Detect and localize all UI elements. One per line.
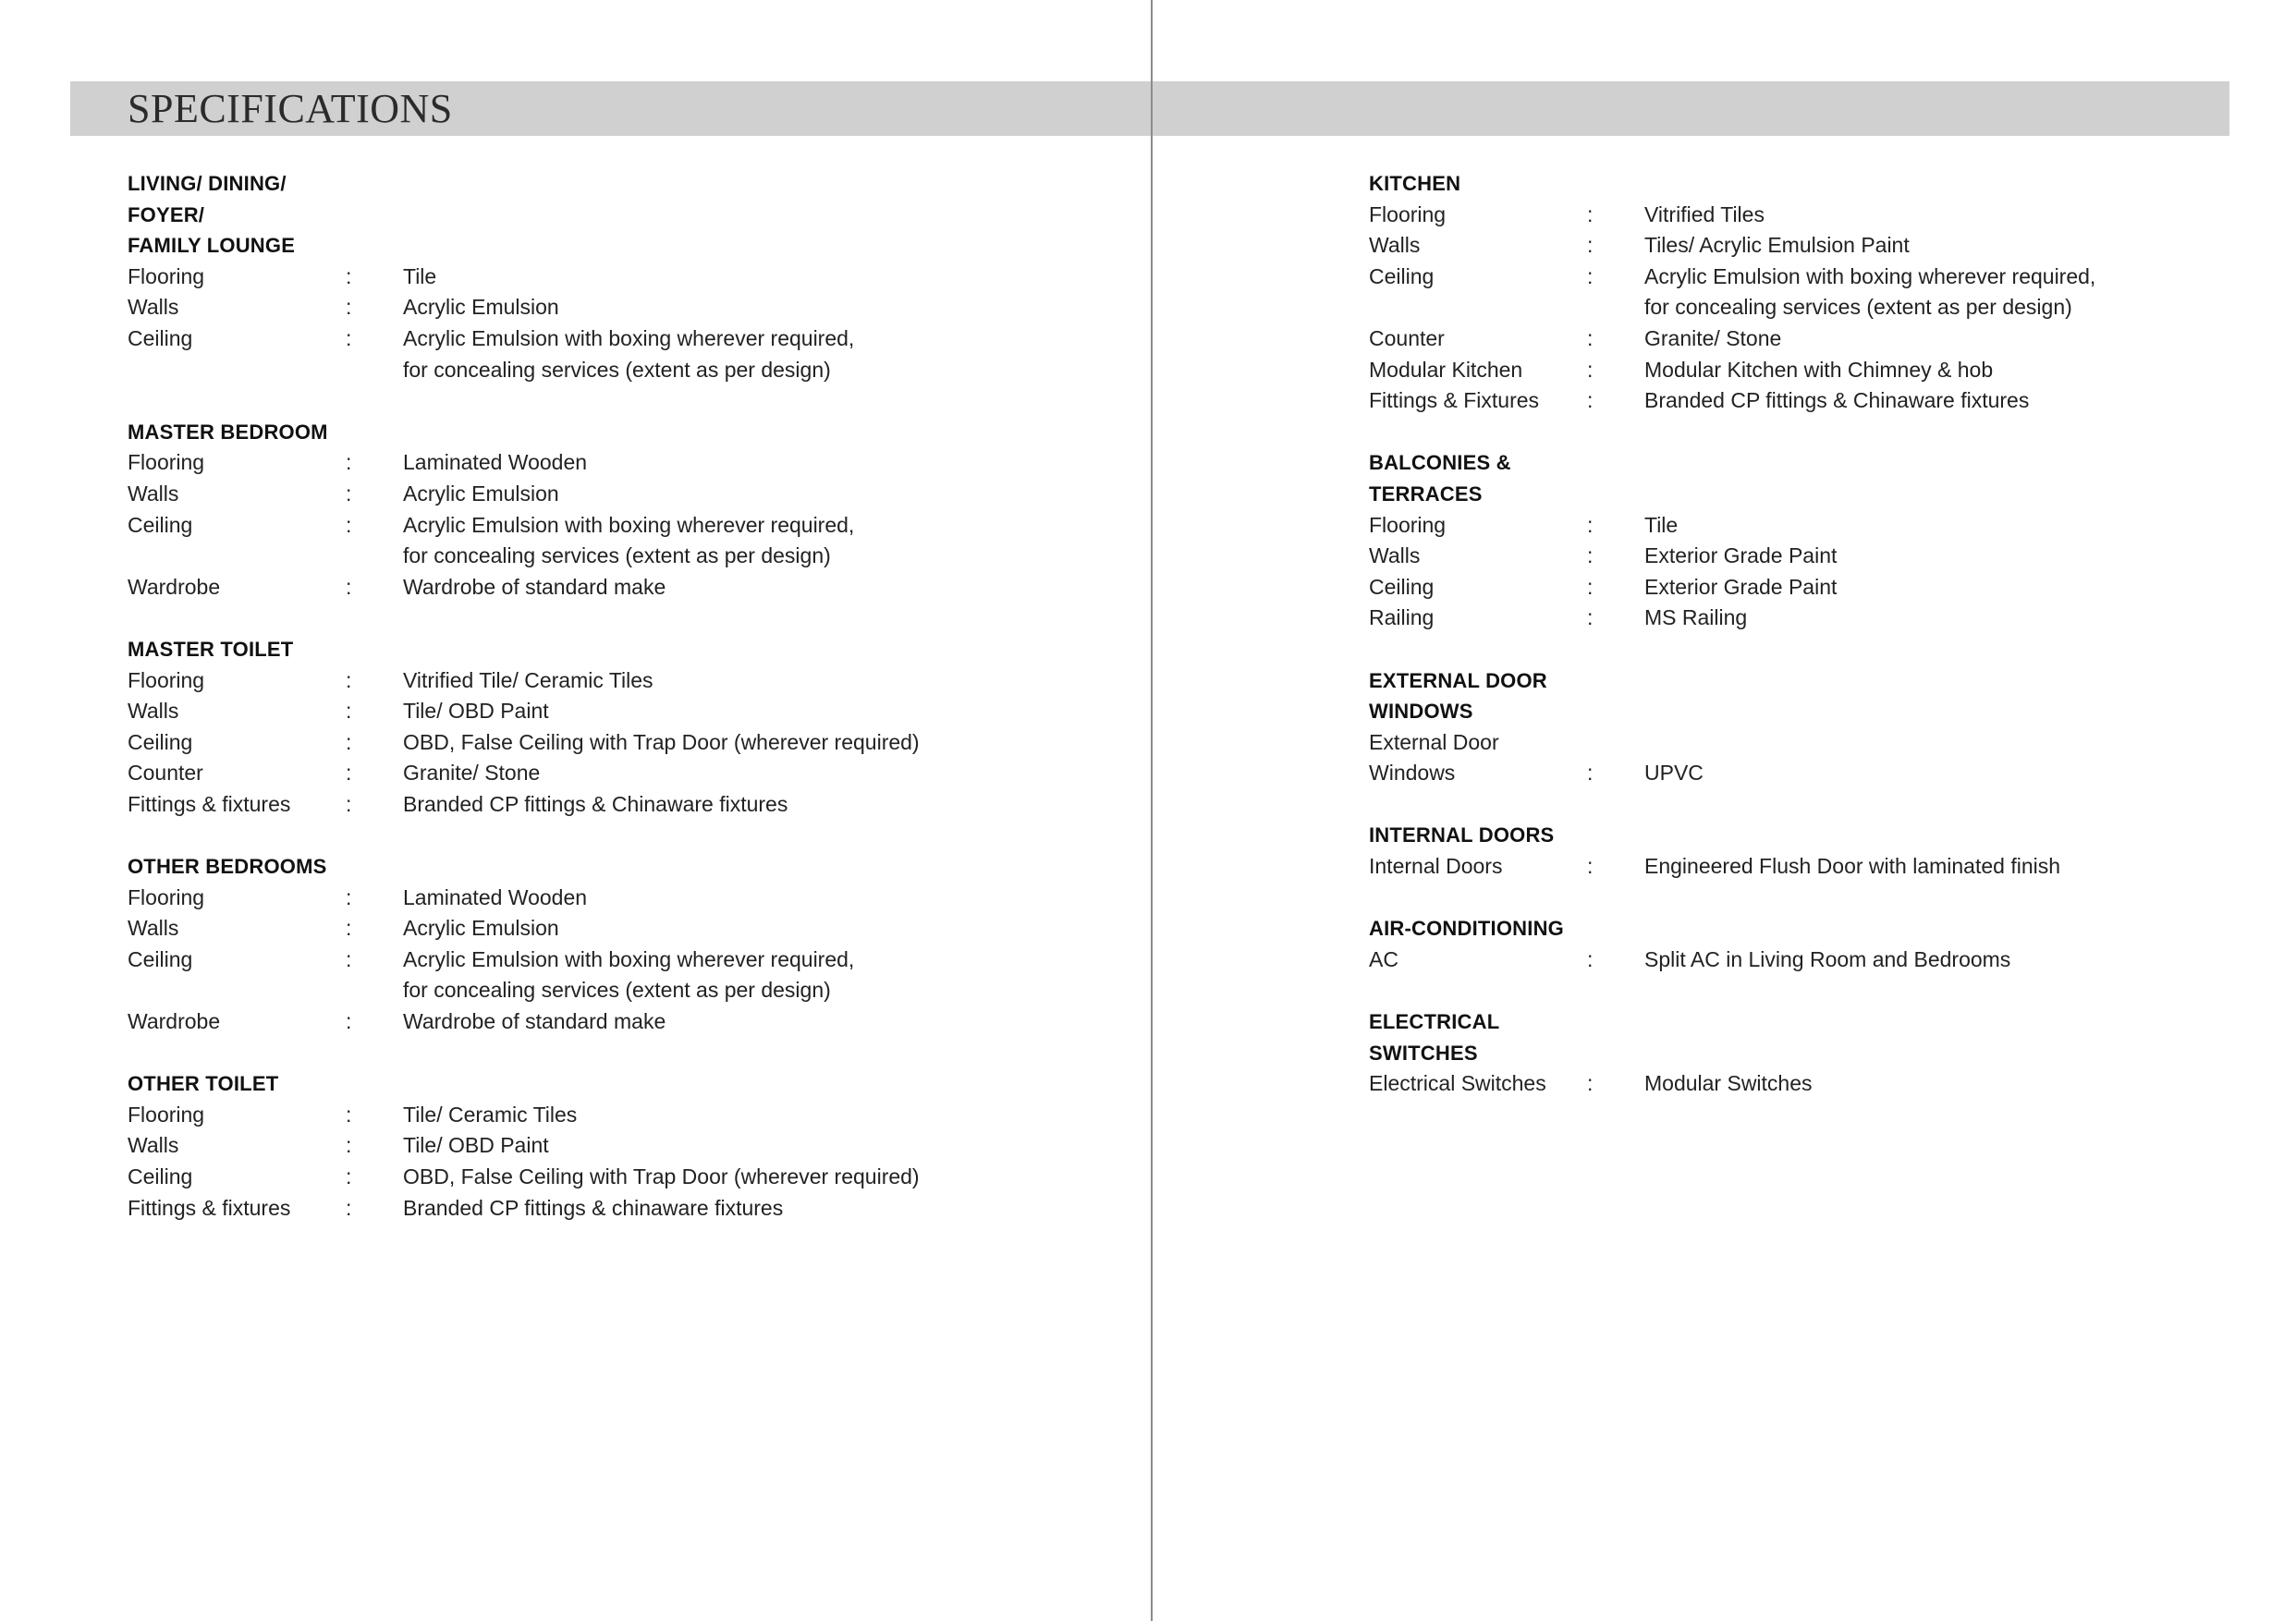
spec-separator: : bbox=[346, 729, 352, 754]
right-column bbox=[1369, 168, 2201, 1130]
spec-value: Exterior Grade Paint bbox=[1644, 543, 1838, 568]
spec-value: Branded CP fittings & chinaware fixtures bbox=[403, 1195, 784, 1220]
spec-section bbox=[1369, 665, 2201, 789]
spec-label: Fittings & fixtures bbox=[128, 791, 291, 816]
spec-section bbox=[1369, 820, 2201, 882]
spec-row bbox=[128, 510, 1098, 572]
spec-separator: : bbox=[346, 699, 352, 724]
spec-value: Granite/ Stone bbox=[403, 761, 541, 786]
spec-separator: : bbox=[346, 295, 352, 320]
spec-section bbox=[1369, 447, 2201, 634]
spec-value: Tiles/ Acrylic Emulsion Paint bbox=[1644, 233, 1910, 258]
spec-value: Engineered Flush Door with laminated finish bbox=[1644, 854, 2061, 879]
spec-label: Ceiling bbox=[1369, 263, 1435, 288]
spec-separator: : bbox=[346, 1102, 352, 1127]
spec-value: Acrylic Emulsion with boxing wherever required, for concealing services (extent as per design) bbox=[403, 512, 855, 568]
spec-label: Ceiling bbox=[128, 512, 193, 537]
spec-row bbox=[128, 323, 1098, 385]
spec-value: Acrylic Emulsion with boxing wherever required, for concealing services (extent as per design) bbox=[403, 946, 855, 1003]
spec-label: Walls bbox=[1369, 233, 1421, 258]
section-heading: INTERNAL DOORS bbox=[1369, 823, 1555, 847]
spec-row bbox=[128, 883, 1098, 914]
spec-section bbox=[128, 851, 1098, 1038]
spec-label: Flooring bbox=[128, 1102, 205, 1127]
section-heading: KITCHEN bbox=[1369, 172, 1461, 195]
spec-separator: : bbox=[1587, 946, 1594, 971]
spec-separator: : bbox=[1587, 357, 1594, 382]
spec-separator: : bbox=[1587, 325, 1594, 350]
spec-value bbox=[1644, 727, 2201, 759]
spec-label: Ceiling bbox=[128, 325, 193, 350]
spec-row bbox=[128, 665, 1098, 697]
spec-label: Walls bbox=[128, 916, 179, 941]
spec-separator: : bbox=[1587, 605, 1594, 630]
spec-label: External Door bbox=[1369, 729, 1499, 754]
spec-separator: : bbox=[346, 667, 352, 692]
spec-separator: : bbox=[1587, 233, 1594, 258]
spec-value: Laminated Wooden bbox=[403, 450, 588, 475]
spec-row bbox=[128, 572, 1098, 603]
spec-separator: : bbox=[1587, 388, 1594, 413]
spec-row bbox=[1369, 541, 2201, 572]
spec-row bbox=[1369, 230, 2201, 262]
spec-value: Tile/ OBD Paint bbox=[403, 1133, 549, 1158]
spec-label: Windows bbox=[1369, 761, 1456, 786]
spec-row bbox=[128, 1006, 1098, 1038]
spec-row bbox=[128, 913, 1098, 945]
spec-value: Tile/ Ceramic Tiles bbox=[403, 1102, 578, 1127]
spec-separator: : bbox=[346, 946, 352, 971]
spec-value: UPVC bbox=[1644, 761, 1704, 786]
spec-row bbox=[1369, 510, 2201, 542]
spec-row bbox=[128, 945, 1098, 1006]
spec-label: Fittings & fixtures bbox=[128, 1195, 291, 1220]
spec-separator: : bbox=[346, 884, 352, 909]
section-heading: MASTER TOILET bbox=[128, 637, 294, 661]
spec-label: Internal Doors bbox=[1369, 854, 1503, 879]
spec-label: Modular Kitchen bbox=[1369, 357, 1523, 382]
spec-separator: : bbox=[346, 1133, 352, 1158]
spec-row bbox=[128, 447, 1098, 479]
spec-value: MS Railing bbox=[1644, 605, 1748, 630]
spec-separator: : bbox=[346, 1009, 352, 1034]
spec-row bbox=[1369, 945, 2201, 976]
spec-separator: : bbox=[1587, 761, 1594, 786]
spec-row bbox=[1369, 727, 2201, 759]
spec-value: OBD, False Ceiling with Trap Door (wherever required) bbox=[403, 1164, 920, 1188]
spec-label: Wardrobe bbox=[128, 574, 221, 599]
spec-separator: : bbox=[346, 263, 352, 288]
spec-separator: : bbox=[346, 916, 352, 941]
spec-value: Modular Switches bbox=[1644, 1071, 1813, 1096]
spec-row bbox=[1369, 758, 2201, 789]
page-title: SPECIFICATIONS bbox=[128, 86, 453, 131]
spec-separator: : bbox=[1587, 512, 1594, 537]
spec-value: Wardrobe of standard make bbox=[403, 574, 666, 599]
spec-label: Flooring bbox=[128, 667, 205, 692]
spec-label: Counter bbox=[128, 761, 203, 786]
spec-section bbox=[1369, 1006, 2201, 1100]
spec-section bbox=[1369, 168, 2201, 417]
spec-value: Acrylic Emulsion with boxing wherever required, for concealing services (extent as per design) bbox=[1644, 263, 2096, 320]
spec-row bbox=[128, 727, 1098, 759]
spec-value: Branded CP fittings & Chinaware fixtures bbox=[1644, 388, 2030, 413]
spec-row bbox=[128, 758, 1098, 789]
spec-separator: : bbox=[346, 481, 352, 506]
spec-label: Walls bbox=[128, 1133, 179, 1158]
spec-value: Exterior Grade Paint bbox=[1644, 574, 1838, 599]
section-heading: BALCONIES & TERRACES bbox=[1369, 451, 1511, 506]
spec-row bbox=[128, 1162, 1098, 1193]
spec-separator: : bbox=[346, 574, 352, 599]
spec-separator bbox=[1587, 727, 1644, 759]
spec-row bbox=[1369, 385, 2201, 417]
spec-label: Flooring bbox=[128, 884, 205, 909]
spec-value: Laminated Wooden bbox=[403, 884, 588, 909]
spec-separator: : bbox=[346, 450, 352, 475]
spec-row bbox=[1369, 200, 2201, 231]
spec-row bbox=[128, 1130, 1098, 1162]
spec-label: Electrical Switches bbox=[1369, 1071, 1546, 1096]
spec-separator: : bbox=[1587, 201, 1594, 226]
spec-value: Tile bbox=[1644, 512, 1679, 537]
section-heading: LIVING/ DINING/ FOYER/ FAMILY LOUNGE bbox=[128, 172, 296, 258]
spec-label: Counter bbox=[1369, 325, 1445, 350]
spec-label: Walls bbox=[128, 295, 179, 320]
spec-section bbox=[128, 417, 1098, 603]
spec-value: Vitrified Tile/ Ceramic Tiles bbox=[403, 667, 653, 692]
section-heading: EXTERNAL DOOR WINDOWS bbox=[1369, 668, 1547, 724]
page-divider bbox=[1151, 0, 1153, 1621]
section-heading: ELECTRICAL SWITCHES bbox=[1369, 1010, 1500, 1065]
spec-label: Walls bbox=[128, 481, 179, 506]
spec-row bbox=[1369, 603, 2201, 634]
spec-row bbox=[1369, 355, 2201, 386]
spec-row bbox=[1369, 572, 2201, 603]
left-column bbox=[128, 168, 1098, 1255]
spec-separator: : bbox=[346, 791, 352, 816]
spec-label: Ceiling bbox=[1369, 574, 1435, 599]
spec-label: Wardrobe bbox=[128, 1009, 221, 1034]
spec-separator: : bbox=[346, 1164, 352, 1188]
spec-label: Fittings & Fixtures bbox=[1369, 388, 1540, 413]
spec-value: OBD, False Ceiling with Trap Door (wherever required) bbox=[403, 729, 920, 754]
spec-row bbox=[1369, 262, 2201, 323]
spec-separator: : bbox=[346, 761, 352, 786]
spec-value: Split AC in Living Room and Bedrooms bbox=[1644, 946, 2011, 971]
spec-row bbox=[1369, 1068, 2201, 1100]
spec-label: Walls bbox=[1369, 543, 1421, 568]
spec-label: Flooring bbox=[128, 263, 205, 288]
spec-row bbox=[128, 479, 1098, 510]
spec-separator: : bbox=[1587, 1071, 1594, 1096]
spec-value: Wardrobe of standard make bbox=[403, 1009, 666, 1034]
section-heading: OTHER TOILET bbox=[128, 1072, 279, 1096]
spec-label: Flooring bbox=[1369, 201, 1447, 226]
spec-value: Acrylic Emulsion with boxing wherever required, for concealing services (extent as per design) bbox=[403, 325, 855, 382]
spec-label: Flooring bbox=[128, 450, 205, 475]
spec-row bbox=[1369, 851, 2201, 883]
spec-value: Tile/ OBD Paint bbox=[403, 699, 549, 724]
section-heading: AIR-CONDITIONING bbox=[1369, 917, 1564, 941]
spec-separator: : bbox=[346, 512, 352, 537]
spec-label: Ceiling bbox=[128, 946, 193, 971]
spec-row bbox=[1369, 323, 2201, 355]
spec-section bbox=[1369, 913, 2201, 975]
spec-row bbox=[128, 789, 1098, 821]
spec-section bbox=[128, 1068, 1098, 1224]
spec-label: Railing bbox=[1369, 605, 1435, 630]
spec-value: Granite/ Stone bbox=[1644, 325, 1782, 350]
spec-label: Ceiling bbox=[128, 1164, 193, 1188]
spec-row bbox=[128, 292, 1098, 323]
spec-row bbox=[128, 696, 1098, 727]
spec-value: Modular Kitchen with Chimney & hob bbox=[1644, 357, 1994, 382]
spec-separator: : bbox=[1587, 543, 1594, 568]
spec-separator: : bbox=[1587, 574, 1594, 599]
spec-label: Flooring bbox=[1369, 512, 1447, 537]
spec-label: Ceiling bbox=[128, 729, 193, 754]
spec-separator: : bbox=[1587, 854, 1594, 879]
spec-row bbox=[128, 1100, 1098, 1131]
spec-section bbox=[128, 634, 1098, 821]
section-heading: MASTER BEDROOM bbox=[128, 420, 328, 444]
spec-row bbox=[128, 1193, 1098, 1225]
section-heading: OTHER BEDROOMS bbox=[128, 855, 327, 879]
spec-value: Branded CP fittings & Chinaware fixtures bbox=[403, 791, 788, 816]
spec-value: Vitrified Tiles bbox=[1644, 201, 1765, 226]
spec-value: Acrylic Emulsion bbox=[403, 481, 559, 506]
spec-separator: : bbox=[346, 325, 352, 350]
spec-row bbox=[128, 262, 1098, 293]
spec-value: Acrylic Emulsion bbox=[403, 916, 559, 941]
spec-separator: : bbox=[1587, 263, 1594, 288]
spec-section bbox=[128, 168, 1098, 385]
spec-label: AC bbox=[1369, 946, 1398, 971]
spec-separator: : bbox=[346, 1195, 352, 1220]
spec-label: Walls bbox=[128, 699, 179, 724]
spec-value: Tile bbox=[403, 263, 437, 288]
spec-value: Acrylic Emulsion bbox=[403, 295, 559, 320]
